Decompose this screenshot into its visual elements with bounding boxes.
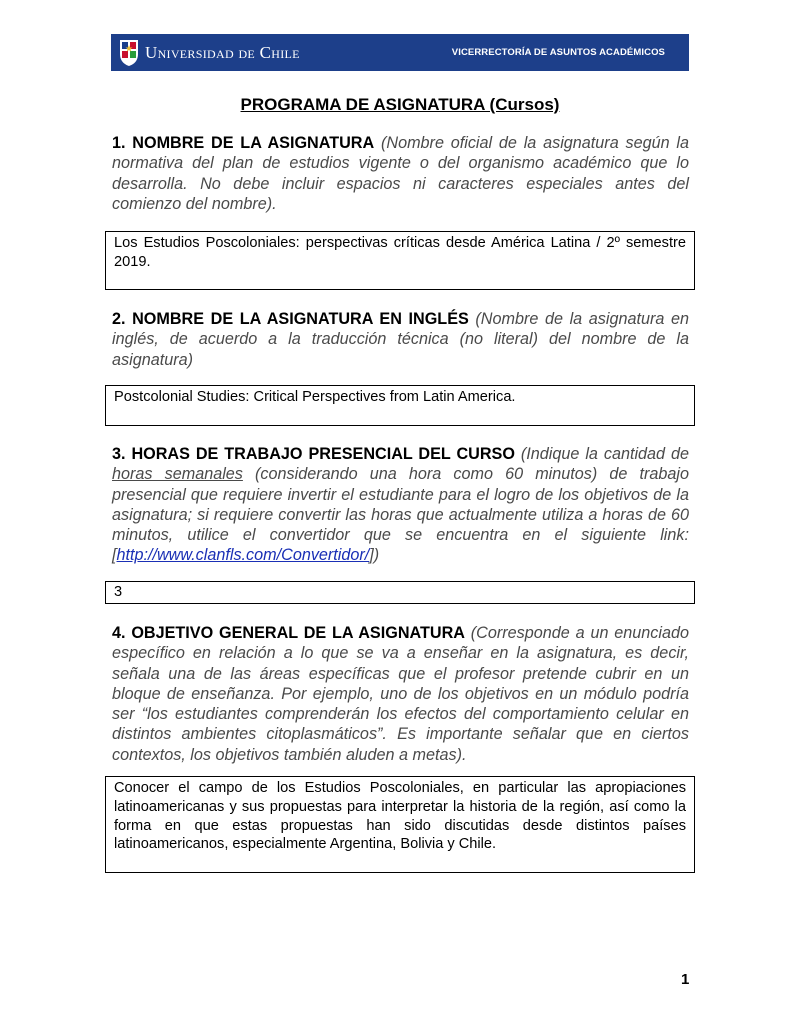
section-2-hint: (Nombre de la asignatura en inglés, de acuerdo a la traducción técnica (no literal) del nombre de la asignatura): [112, 310, 689, 369]
section-2: [112, 309, 689, 370]
page-number: 1: [681, 971, 690, 988]
header-banner: [111, 34, 689, 71]
section-1-answer: Los Estudios Poscoloniales: perspectivas críticas desde América Latina / 2º semestre 2019.: [114, 235, 686, 270]
converter-link[interactable]: http://www.clanfls.com/Convertidor/: [116, 546, 370, 565]
section-3-hint-post: ]): [369, 546, 380, 565]
page-title: PROGRAMA DE ASIGNATURA (Cursos): [240, 95, 560, 114]
section-3-hint-mid: (considerando una hora como 60 minutos) de trabajo presencial que requiere invertir el estudiante para el logro de los objetivos de la asignatura; si requiere convertir las horas que actualmente utiliza a horas de 60 minutos, utilice el convertidor que se encuentra en el siguiente link: [: [112, 465, 690, 565]
section-1-answer-box: [105, 231, 695, 290]
section-2-answer-box: [105, 385, 695, 426]
section-3-answer: 3: [114, 584, 123, 600]
section-3-hint-pre: (Indique la cantidad de: [520, 445, 690, 463]
section-1-heading: 1. NOMBRE DE LA ASIGNATURA: [112, 134, 375, 152]
university-name: Universidad de Chile: [145, 43, 300, 62]
section-2-heading: 2. NOMBRE DE LA ASIGNATURA EN INGLÉS: [112, 310, 469, 328]
section-3: [112, 444, 689, 566]
section-4-answer-box: [105, 776, 695, 873]
section-3-hint-underlined: horas semanales: [112, 465, 243, 484]
section-2-answer: Postcolonial Studies: Critical Perspectives from Latin America.: [114, 389, 516, 405]
section-3-heading: 3. HORAS DE TRABAJO PRESENCIAL DEL CURSO: [112, 445, 515, 463]
office-name: VICERRECTORÍA DE ASUNTOS ACADÉMICOS: [451, 47, 665, 58]
section-4-answer: Conocer el campo de los Estudios Poscoloniales, en particular las apropiaciones latinoamericanas y sus propuestas para interpretar la historia de la región, así como la forma en que estas propuestas han sido discutidas desde distintos países latinoamericanos, especialmente Argentina, Bolivia y Chile.: [114, 780, 686, 853]
section-4: [112, 623, 689, 765]
section-4-hint: (Corresponde a un enunciado específico en relación a lo que se va a enseñar en la asignatura, es decir, señala una de las áreas específicas que el profesor pretende cubrir en un bloque de enseñanza. Por ejemplo, uno de los objetivos en un módulo podría ser “los estudiantes comprenderán los efectos del comportamiento celular en distintos ambientes citoplasmáticos”. Es importante señalar que en ciertos contextos, los objetivos también aluden a metas).: [112, 624, 689, 764]
section-1: [112, 133, 689, 214]
section-1-hint: (Nombre oficial de la asignatura según la normativa del plan de estudios vigente o del organismo académico que lo desarrolla. No debe incluir espacios ni caracteres especiales antes del comienzo del nombre).: [112, 134, 689, 213]
section-4-heading: 4. OBJETIVO GENERAL DE LA ASIGNATURA: [112, 624, 465, 642]
section-3-answer-box: [105, 581, 695, 604]
university-crest-icon: [118, 38, 140, 67]
